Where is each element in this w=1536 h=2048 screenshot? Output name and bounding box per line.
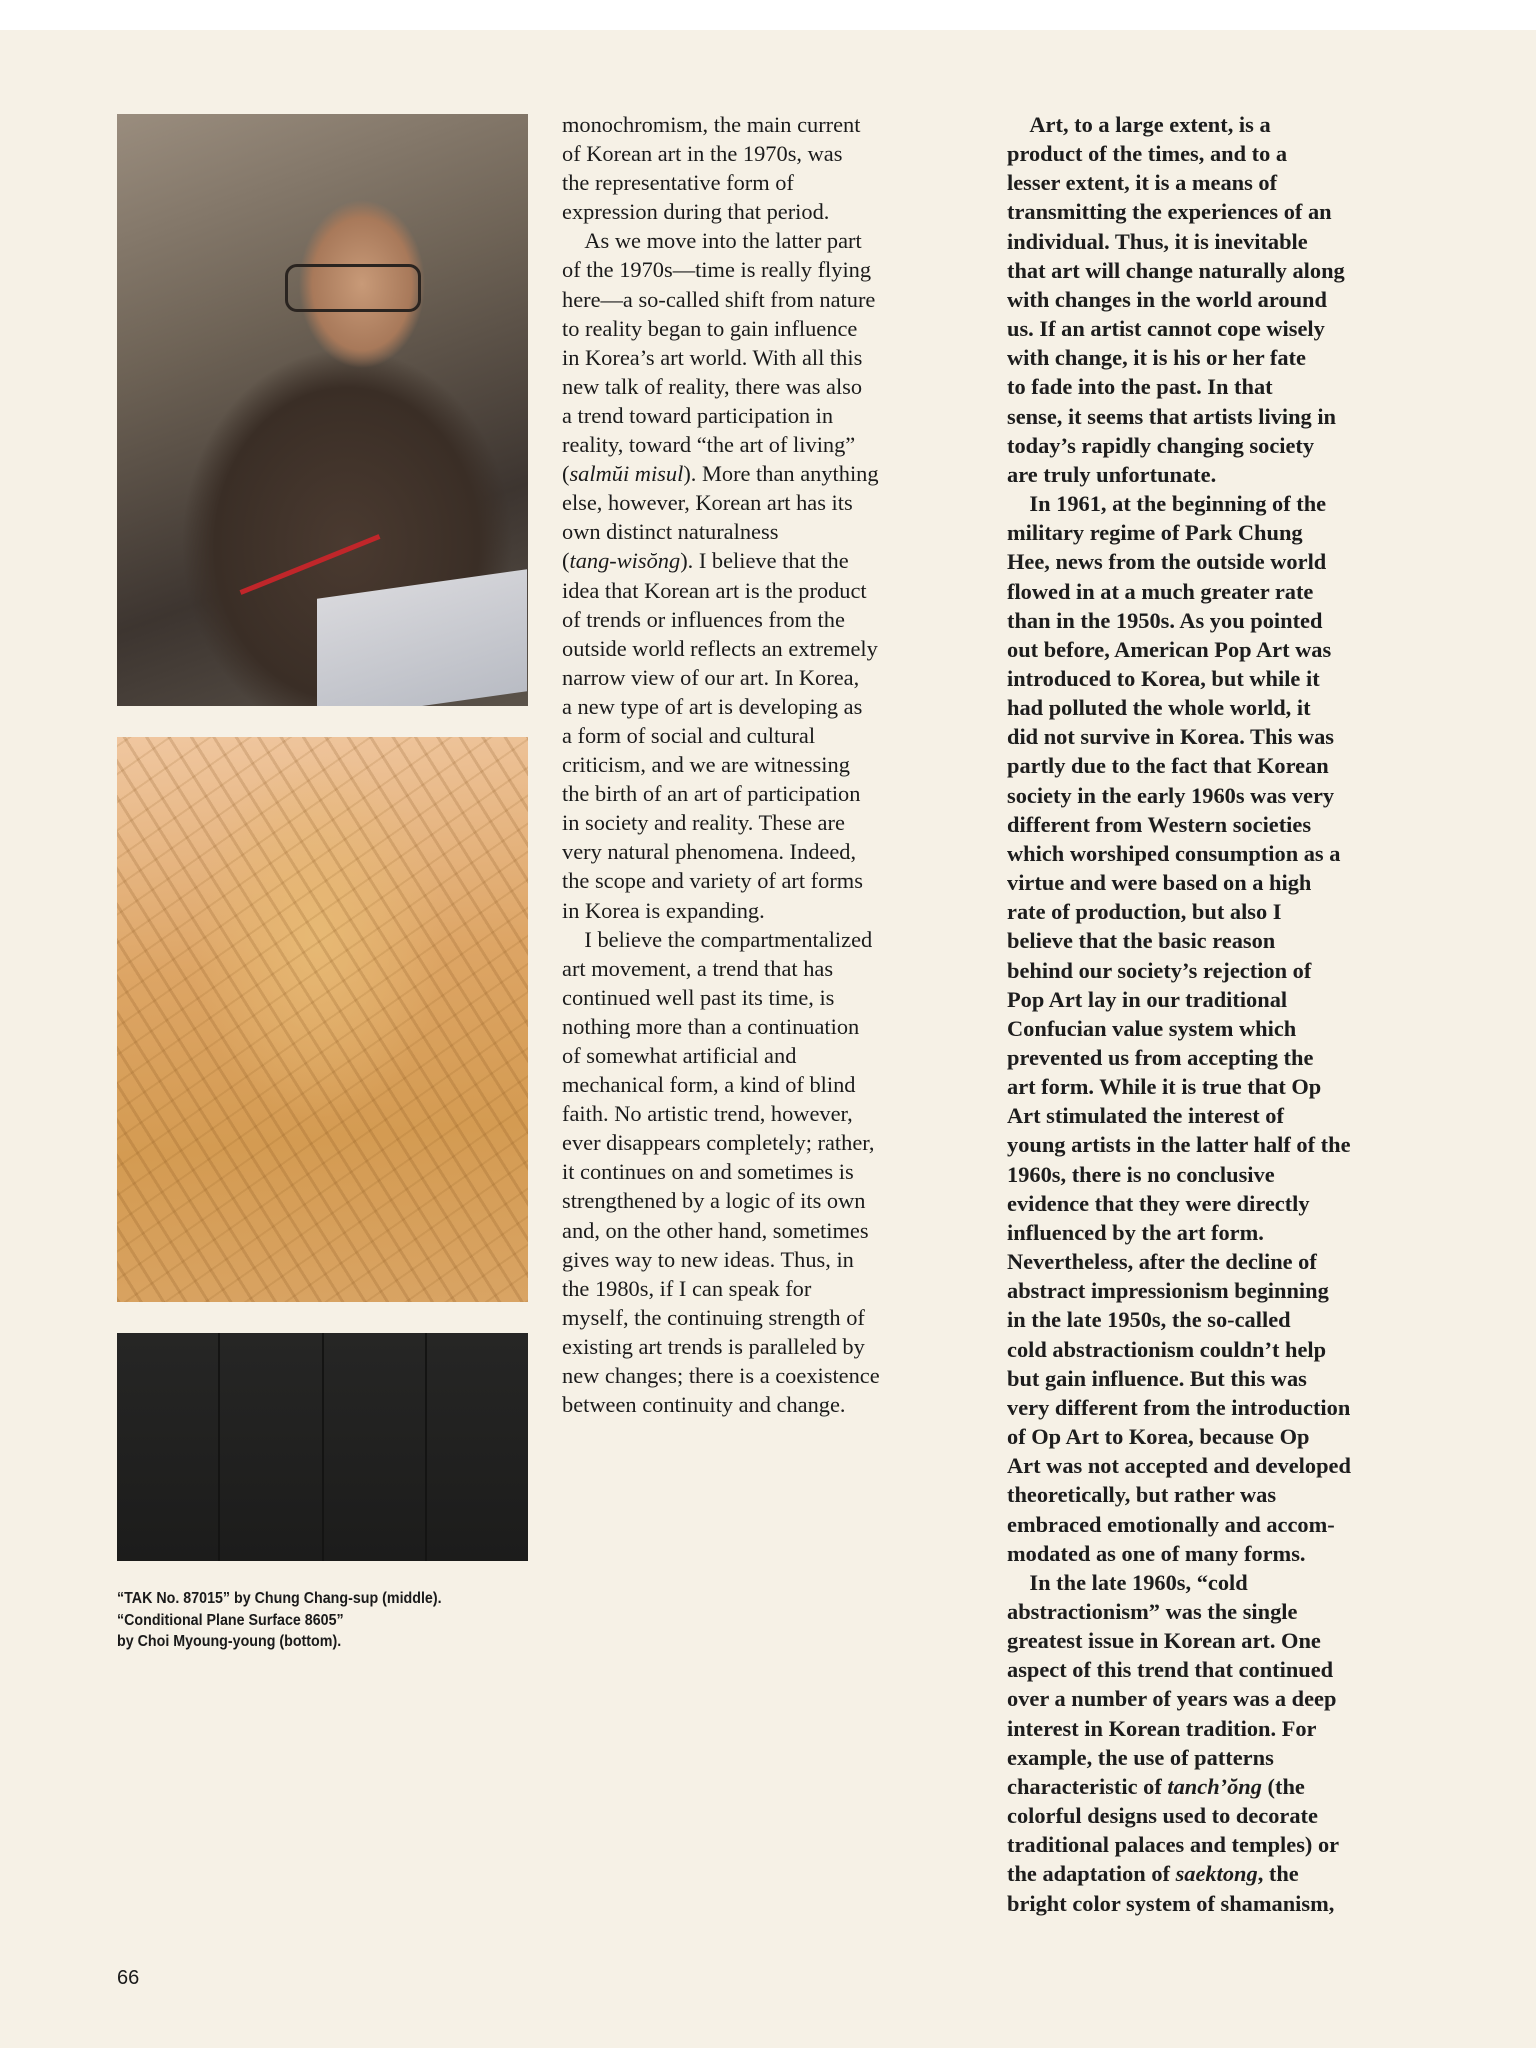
text-line: existing art trends is paralleled by [562,1333,865,1359]
text-line: Art stimulated the interest of [1007,1103,1284,1129]
text-line: art movement, a trend that has [562,955,834,981]
text-line: nothing more than a continuation [562,1013,860,1039]
text-line: else, however, Korean art has its [562,490,853,516]
text-line: believe that the basic reason [1007,928,1276,954]
portrait-pencil-shape [240,534,381,595]
text-line: that art will change naturally along [1007,257,1345,283]
text-line: As we move into the latter part [562,228,862,254]
text-line: today’s rapidly changing society [1007,432,1315,458]
text-line: traditional palaces and temples) or [1007,1832,1340,1858]
text-line: individual. Thus, it is inevitable [1007,228,1308,254]
artwork-panel [427,1333,528,1561]
text-line: the adaptation of saektong, the [1007,1861,1299,1887]
text-line: bright color system of shamanism, [1007,1890,1335,1916]
text-line: rate of production, but also I [1007,899,1282,925]
page-number: 66 [117,1967,140,1989]
text-line: with change, it is his or her fate [1007,345,1306,371]
text-line: military regime of Park Chung [1007,520,1303,546]
text-line: in Korea’s art world. With all this [562,344,863,370]
text-line: own distinct naturalness [562,519,779,545]
portrait-glasses-shape [285,264,421,312]
text-line: in society and reality. These are [562,810,845,836]
text-line: embraced emotionally and accom- [1007,1511,1335,1537]
portrait-book-shape [317,569,527,706]
text-line: Nevertheless, after the decline of [1007,1249,1317,1275]
text-line: us. If an artist cannot cope wisely [1007,316,1325,342]
caption-line: by Choi Myoung-young (bottom). [117,1633,342,1650]
text-line: behind our society’s rejection of [1007,957,1312,983]
text-line: transmitting the experiences of an [1007,199,1332,225]
text-line: in the late 1950s, the so-called [1007,1307,1291,1333]
portrait-photo [117,114,528,706]
text-line: (salmŭi misul). More than anything [562,461,879,487]
text-line: narrow view of our art. In Korea, [562,664,860,690]
text-line: I believe the compartmentalized [562,926,873,952]
text-line: the scope and variety of art forms [562,868,863,894]
text-line: of somewhat artificial and [562,1043,797,1068]
text-line: sense, it seems that artists living in [1007,403,1337,429]
text-line: theoretically, but rather was [1007,1482,1277,1508]
caption-line: “Conditional Plane Surface 8605” [117,1611,344,1629]
text-line: very natural phenomena. Indeed, [562,839,857,865]
text-line: aspect of this trend that continued [1007,1657,1334,1683]
text-line: new changes; there is a coexistence [562,1363,880,1389]
text-line: but gain influence. But this was [1007,1365,1307,1391]
text-line: virtue and were based on a high [1007,870,1312,896]
text-line: which worshiped consumption as a [1007,840,1341,866]
text-line: cold abstractionism couldn’t help [1007,1336,1327,1362]
text-line: ever disappears completely; rather, [562,1130,875,1156]
text-line: example, the use of patterns [1007,1744,1274,1770]
text-line: evidence that they were directly [1007,1190,1310,1216]
text-line: interest in Korean tradition. For [1007,1715,1317,1741]
text-line: art form. While it is true that Op [1007,1074,1322,1100]
text-line: of trends or influences from the [562,606,845,632]
text-line: continued well past its time, is [562,984,835,1010]
text-line: of Korean art in the 1970s, was [562,141,843,167]
text-line: colorful designs used to decorate [1007,1803,1318,1829]
artwork-panel [117,1333,220,1561]
text-line: a form of social and cultural [562,722,816,748]
text-line: Hee, news from the outside world [1007,549,1327,575]
caption-line: “TAK No. 87015” by Chung Chang-sup (middle). [117,1590,442,1607]
text-line: 1960s, there is no conclusive [1007,1161,1275,1187]
text-line: new talk of reality, there was also [562,373,863,399]
text-line: young artists in the latter half of the [1007,1132,1351,1158]
text-line: and, on the other hand, sometimes [562,1217,869,1243]
text-line: here—a so-called shift from nature [562,286,876,312]
text-line: the 1980s, if I can speak for [562,1275,812,1301]
text-line: it continues on and sometimes is [562,1159,854,1185]
text-line: to fade into the past. In that [1007,374,1273,400]
text-line: different from Western societies [1007,811,1312,837]
text-line: a trend toward participation in [562,402,834,428]
text-line: greatest issue in Korean art. One [1007,1628,1321,1654]
text-line: abstract impressionism beginning [1007,1278,1329,1304]
text-line: mechanical form, a kind of blind [562,1072,856,1098]
text-line: criticism, and we are witnessing [562,752,850,778]
artwork-photo-bottom [117,1333,528,1561]
text-line: the representative form of [562,170,794,196]
text-line: expression during that period. [562,199,830,225]
artwork-panel [324,1333,427,1561]
text-line: abstractionism” was the single [1007,1598,1298,1624]
text-line: to reality began to gain influence [562,315,858,341]
text-line: had polluted the whole world, it [1007,695,1311,721]
photo-caption [117,1588,503,1653]
text-line: Pop Art lay in our traditional [1007,986,1288,1012]
text-line: of the 1970s—time is really flying [562,257,872,283]
text-line: did not survive in Korea. This was [1007,724,1335,750]
text-line: the birth of an art of participation [562,781,861,807]
text-line: over a number of years was a deep [1007,1686,1337,1712]
text-line: strengthened by a logic of its own [562,1188,866,1214]
right-text-column [1007,110,1427,1918]
text-line: very different from the introduction [1007,1394,1351,1420]
middle-text-column [562,110,992,1419]
text-line: characteristic of tanch’ŏng (the [1007,1773,1305,1799]
text-line: In 1961, at the beginning of the [1007,491,1327,517]
text-line: monochromism, the main current [562,112,861,137]
text-line: partly due to the fact that Korean [1007,753,1329,779]
text-line: faith. No artistic trend, however, [562,1101,853,1127]
text-line: product of the times, and to a [1007,141,1288,167]
text-line: In the late 1960s, “cold [1007,1569,1248,1595]
text-line: lesser extent, it is a means of [1007,170,1278,196]
text-line: introduced to Korea, but while it [1007,665,1320,691]
text-line: idea that Korean art is the product [562,577,867,603]
text-line: Art, to a large extent, is a [1007,112,1271,137]
text-line: society in the early 1960s was very [1007,782,1335,808]
artwork-panel [220,1333,323,1561]
text-line: a new type of art is developing as [562,693,863,719]
text-line: between continuity and change. [562,1392,846,1418]
text-line: Art was not accepted and developed [1007,1453,1351,1479]
text-line: (tang-wisŏng). I believe that the [562,548,849,574]
text-line: influenced by the art form. [1007,1219,1264,1245]
text-line: are truly unfortunate. [1007,461,1217,487]
text-line: in Korea is expanding. [562,897,765,923]
text-line: prevented us from accepting the [1007,1045,1314,1070]
text-line: myself, the continuing strength of [562,1304,865,1330]
text-line: reality, toward “the art of living” [562,432,856,458]
text-line: modated as one of many forms. [1007,1540,1306,1566]
text-line: gives way to new ideas. Thus, in [562,1246,854,1272]
text-line: Confucian value system which [1007,1015,1297,1041]
text-line: outside world reflects an extremely [562,635,878,661]
text-line: than in the 1950s. As you pointed [1007,607,1323,633]
text-line: flowed in at a much greater rate [1007,578,1314,604]
artwork-photo-middle [117,737,528,1302]
text-line: out before, American Pop Art was [1007,636,1332,662]
text-line: with changes in the world around [1007,286,1327,312]
text-line: of Op Art to Korea, because Op [1007,1424,1310,1450]
